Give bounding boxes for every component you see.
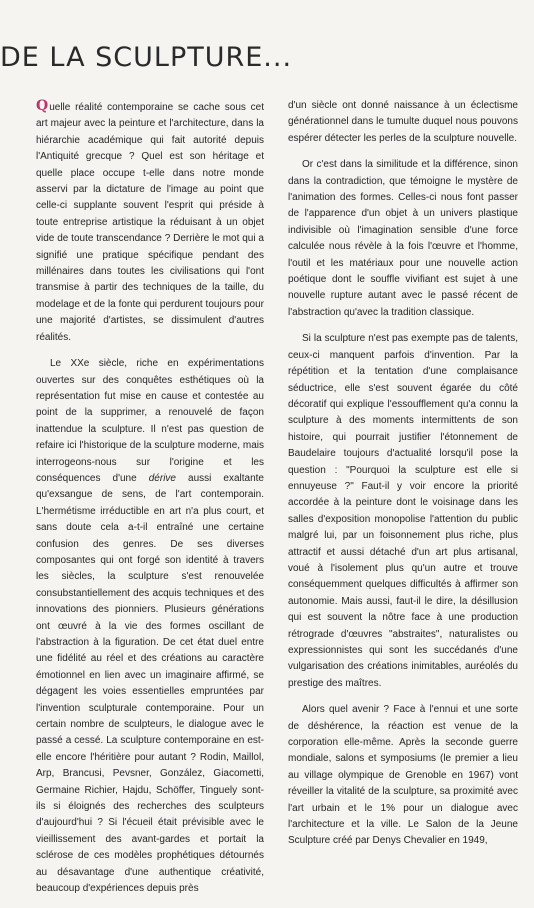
- paragraph-intro: [36, 98, 264, 346]
- paragraph-similarity: Or c'est dans la similitude et la différence, sinon dans la contradiction, que témoigne le mystère de l'animation des formes. Celles-ci nous font passer de l'apparence d'un objet à un univers plastique indivisible où l'imagination sensible d'une force calculée nous révèle à la fois l'œuvre et l'homme, l'outil et les matériaux pour une nouvelle action poétique dont le souffle vivifiant est sujet à une nouvelle rupture autant avec le passé récent de l'abstraction qu'avec la tradition classique.: [288, 159, 518, 318]
- paragraph-text: aussi exaltante qu'exsangue de sens, de l'art contemporain. L'hermétisme irréductible en art n'a plus court, et sans doute cela a-t-il entraîné une certaine confusion des genres. De ses diverses composantes qui ont forgé son identité à travers les siècles, la sculpture s'est renouvelée consubstantiellement des acquis techniques et des innovations des pionniers. Plusieurs générations ont œuvré à la vie des formes oscillant de l'abstraction à la figuration. De cet état duel entre une fidélité au réel et des créations au caractère émotionnel en lien avec un imaginaire affirmé, se dégagent les voies essentielles empruntées par l'invention sculpturale contemporaine. Pour un certain nombre de sculpteurs, le dialogue avec le passé a cessé. La sculpture contemporaine en est-elle encore l'héritière pour autant ? Rodin, Maillol, Arp, Brancusi, Pevsner, González, Giacometti, Germaine Richier, Hajdu, Schöffer, Tinguely sont-ils si éloignés des recherches des sculpteurs d'aujourd'hui ? Si l'écueil était prévisible avec le vieillissement des avant-gardes et portait la sclérose de ces modèles prophétiques détournés au désavantage d'une authentique créativité, beaucoup d'expériences depuis près: [36, 472, 264, 895]
- paragraph-talent: Si la sculpture n'est pas exempte pas de talents, ceux-ci manquent parfois d'invention. Par la répétition et la tentation d'une complaisance séductrice, elle s'est souvent égarée du côté décoratif qui explique l'essoufflement qu'a connu la sculpture à des moments intermittents de son histoire, qui pourrait justifier l'étonnement de Baudelaire toujours d'actualité lorsqu'il pose la question : "Pourquoi la sculpture est elle si ennuyeuse ?" Faut-il y voir encore la priorité accordée à la peinture dont le voisinage dans les salles d'exposition monopolise l'attention du public malgré lui, par un foisonnement plus riche, plus attractif et aussi détaché d'un art plus artisanal, voué à l'isolement plus qu'un autre et trouve conséquemment quelques difficultés à affirmer son autonomie. Mais aussi, faut-il le dire, la désillusion qui est souvent la nôtre face à une production rétrograde d'œuvres "abstraites", naturalistes ou expressionnistes qui sont les succédanés d'une vulgarisation des créations inimitables, auréolés du prestige des maîtres.: [288, 333, 518, 689]
- drop-cap: Q: [36, 98, 49, 114]
- emphasis-derive: dérive: [148, 472, 176, 484]
- page-title: DE LA SCULPTURE...: [0, 42, 293, 73]
- paragraph-intro-text: uelle réalité contemporaine se cache sous cet art majeur avec la peinture et l'architecture, dans la hiérarchie académique qui fait autorité depuis l'Antiquité grecque ? Quel est son héritage et quelle place occupe t-elle dans notre monde asservi par la dictature de l'image au point que celle-ci supplante souvent l'esprit qui préside à toute entreprise artistique la réduisant à un objet vide de toute transcendance ? Derrière le mot qui a signifié une pratique spécifique pendant des millénaires dans toutes les civilisations qui l'ont transmise à partir des techniques de la taille, du modelage et de la fonte qui perdurent toujours pour une majorité d'artistes, se dissimulent d'autres réalités.: [36, 102, 264, 343]
- left-column: [36, 98, 264, 908]
- paragraph-continuation: d'un siècle ont donné naissance à un éclectisme générationnel dans le tumulte duquel nous pouvons espérer détecter les perles de la sculpture nouvelle.: [288, 100, 518, 144]
- paragraph-future: Alors quel avenir ? Face à l'ennui et une sorte de déshérence, la réaction est venue de la corporation elle-même. Après la seconde guerre mondiale, salons et symposiums (le premier a lieu au village olympique de Grenoble en 1967) vont réveiller la vitalité de la sculpture, sa proximité avec l'art urbain et le 1% pour un dialogue avec l'architecture et la ville. Le Salon de la Jeune Sculpture créé par Denys Chevalier en 1949,: [288, 704, 518, 847]
- paragraph-twentieth-century: [36, 356, 264, 897]
- paragraph-text: Le XXe siècle, riche en expérimentations ouvertes sur des conquêtes esthétiques où la représentation fut mise en cause et contestée au point de la supprimer, a renouvelé de façon inattendue la sculpture. Il n'est pas question de refaire ici l'historique de la sculpture moderne, mais interrogeons-nous sur l'origine et les conséquences d'une: [36, 358, 264, 484]
- right-column: [288, 98, 518, 860]
